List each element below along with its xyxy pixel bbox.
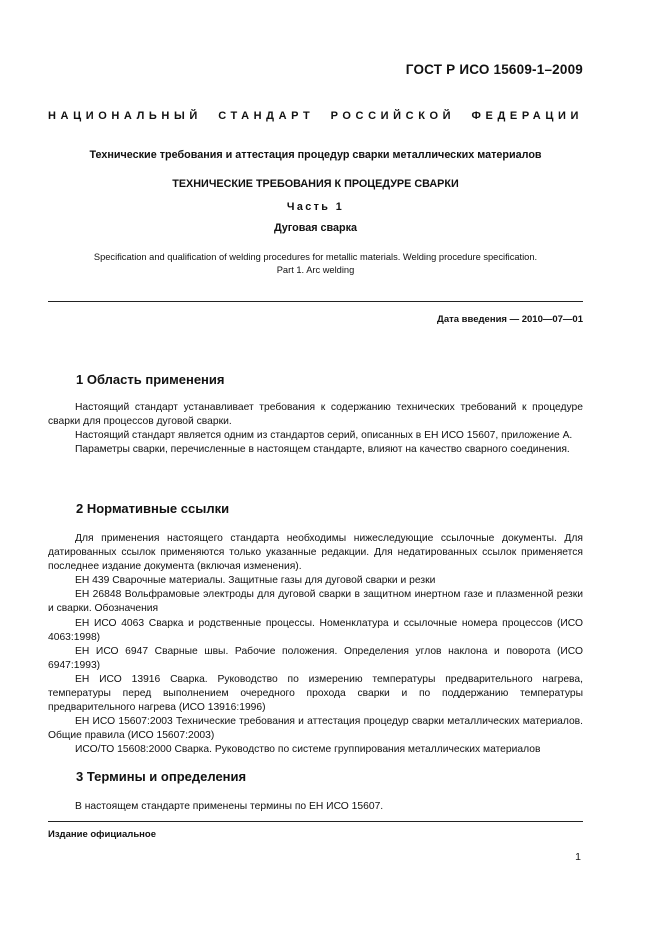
section-3-heading: 3 Термины и определения xyxy=(76,769,247,784)
paragraph: Параметры сварки, перечисленные в настоящем стандарте, влияют на качество сварного соединения. xyxy=(75,444,570,456)
section-2-body xyxy=(48,532,583,758)
reference-item: ЕН ИСО 6947 Сварные швы. Рабочие положения. Определения углов наклона и поворота (ИСО 6947:1993) xyxy=(48,645,583,671)
edition-label: Издание официальное xyxy=(48,829,156,840)
part-title: Дуговая сварка xyxy=(273,222,358,234)
national-standard-banner: НАЦИОНАЛЬНЫЙ СТАНДАРТ РОССИЙСКОЙ ФЕДЕРАЦИИ xyxy=(48,110,583,122)
paragraph: Настоящий стандарт является одним из стандартов серий, описанных в ЕН ИСО 15607, приложение А. xyxy=(75,430,573,442)
paragraph: В настоящем стандарте применены термины по ЕН ИСО 15607. xyxy=(75,801,384,812)
section-2-heading: 2 Нормативные ссылки xyxy=(76,501,230,516)
paragraph: Настоящий стандарт устанавливает требования к содержанию технических требований к процедуре сварки для процессов дуговой сварки. xyxy=(48,402,583,428)
part-label: Часть 1 xyxy=(286,201,345,213)
reference-item: ЕН ИСО 15607:2003 Технические требования и аттестация процедур сварки металлических материалов. Общие правила (ИСО 15607:2003) xyxy=(48,716,583,742)
document-code: ГОСТ Р ИСО 15609-1–2009 xyxy=(405,62,583,77)
reference-item: ЕН ИСО 13916 Сварка. Руководство по измерению температуры предварительного нагрева, температуры перед выполнением очередного прохода сварки и по поддержанию температуры предварительного нагрева (ИСО 13916:1996) xyxy=(48,673,583,714)
paragraph: Для применения настоящего стандарта необходимы нижеследующие ссылочные документы. Для датированных ссылок применяются только указанные редакции. Для недатированных ссылок применяется последнее издание документа (включая изменения). xyxy=(48,533,583,573)
english-title xyxy=(48,251,583,277)
english-title-line-1: Specification and qualification of welding procedures for metallic materials. Welding procedure specification. xyxy=(93,252,538,262)
bottom-divider xyxy=(48,821,583,822)
section-3-body xyxy=(48,800,583,814)
introduction-date: Дата введения — 2010—07—01 xyxy=(437,314,583,325)
reference-item: ИСО/ТО 15608:2000 Сварка. Руководство по системе группирования металлических материалов xyxy=(75,744,541,756)
reference-item: ЕН 439 Сварочные материалы. Защитные газы для дуговой сварки и резки xyxy=(75,575,436,587)
reference-item: ЕН 26848 Вольфрамовые электроды для дуговой сварки в защитном инертном газе и плазменной резки и сварки. Обозначения xyxy=(48,589,583,615)
section-1-body xyxy=(48,401,583,457)
section-1-heading: 1 Область применения xyxy=(76,372,225,387)
top-divider xyxy=(48,301,583,302)
main-title: ТЕХНИЧЕСКИЕ ТРЕБОВАНИЯ К ПРОЦЕДУРЕ СВАРКИ xyxy=(172,178,459,190)
general-title: Технические требования и аттестация процедур сварки металлических материалов xyxy=(89,149,542,161)
page-number: 1 xyxy=(575,851,581,863)
english-title-line-2: Part 1. Arc welding xyxy=(276,265,355,275)
reference-item: ЕН ИСО 4063 Сварка и родственные процессы. Номенклатура и ссылочные номера процессов (ИСО 4063:1998) xyxy=(48,617,583,643)
